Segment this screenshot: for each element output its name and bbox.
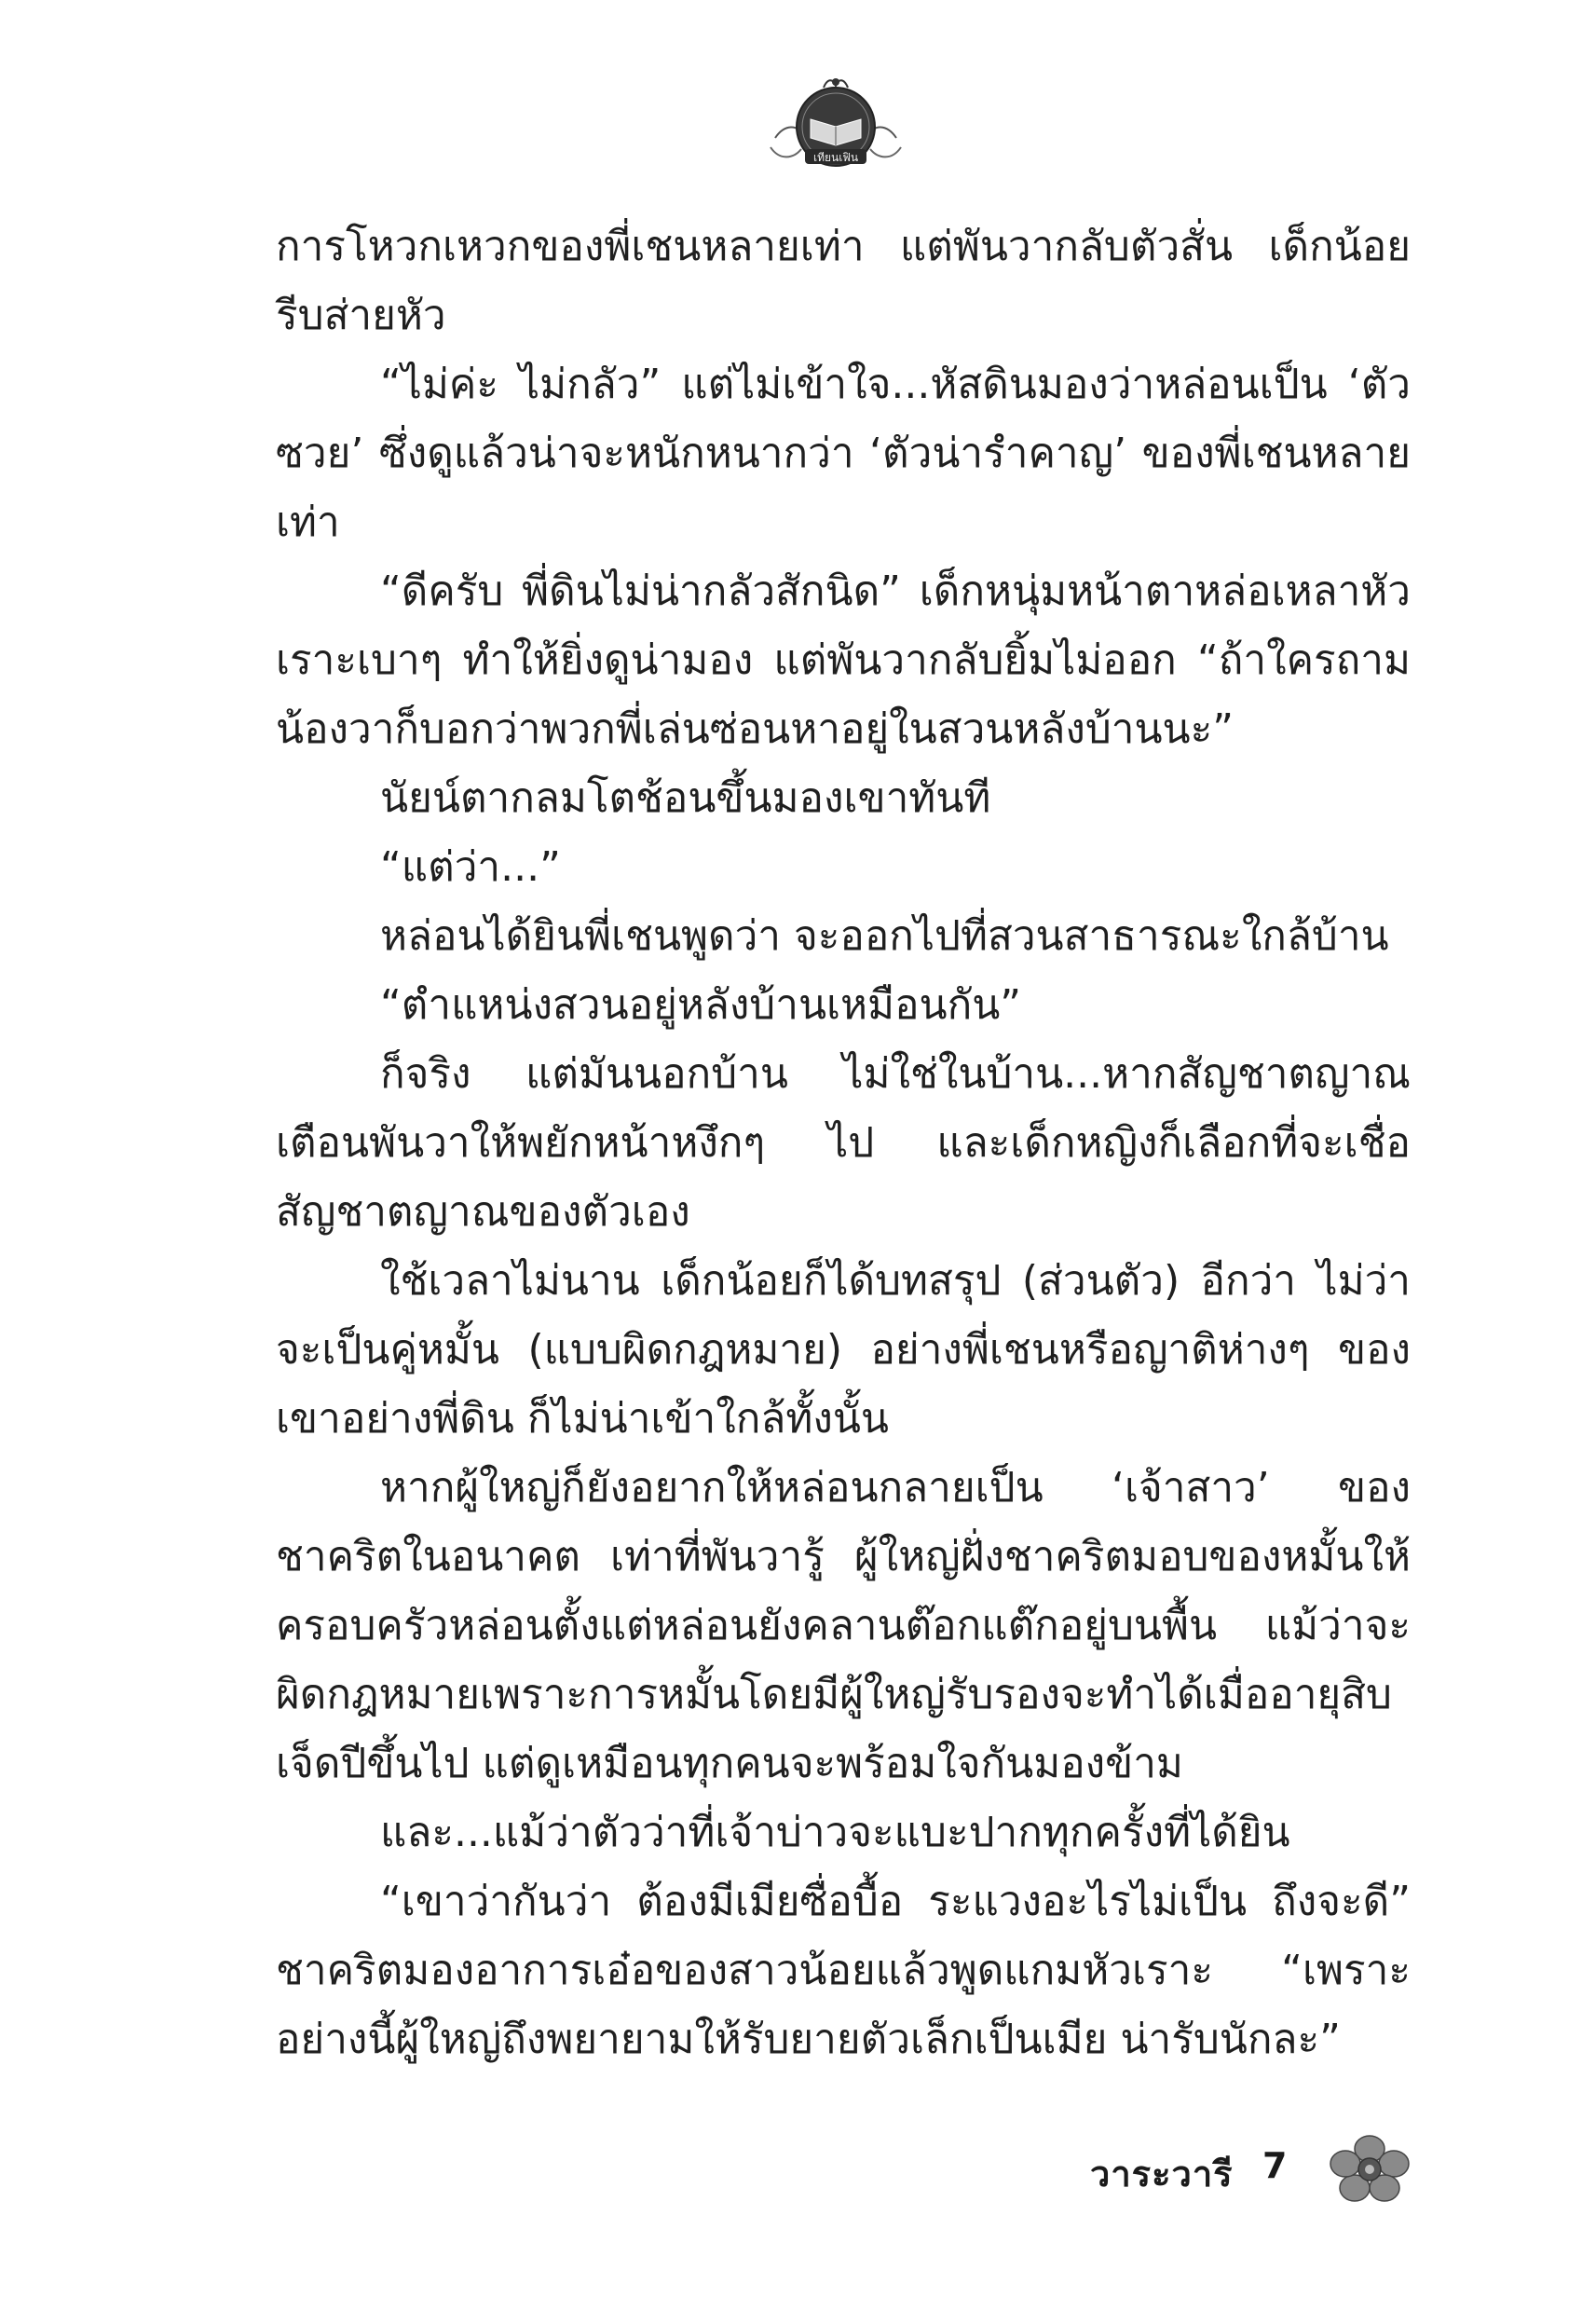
page-footer <box>1071 2132 1444 2207</box>
main-text-block <box>276 212 1411 2074</box>
page-number: 7 <box>1262 2145 1288 2186</box>
paragraph: “ตำแหน่งสวนอยู่หลังบ้านเหมือนกัน” <box>380 981 1022 1029</box>
paragraph: ใช้เวลาไม่นาน เด็กน้อยก็ได้บทสรุป (ส่วนตัว) อีกว่า ไม่ว่าจะเป็นคู่หมั้น (แบบผิดกฎหมาย) อย่างพี่เชนหรือญาติห่างๆ ของเขาอย่างพี่ดิน ก็ไม่น่าเข้าใกล้ทั้งนั้น <box>276 1257 1411 1443</box>
header-logo <box>766 73 906 177</box>
logo-wordmark: เทียนเฟิน <box>812 151 859 164</box>
paragraph: หากผู้ใหญ่ก็ยังอยากให้หล่อนกลายเป็น ‘เจ้าสาว’ ของชาคริตในอนาคต เท่าที่พันวารู้ ผู้ใหญ่ฝั่งชาคริตมอบของหมั้นให้ครอบครัวหล่อนตั้งแต่หล่อนยังคลานต๊อกแต๊กอยู่บนพื้น แม้ว่าจะผิดกฎหมายเพราะการหมั้นโดยมีผู้ใหญ่รับรองจะทำได้เมื่ออายุสิบเจ็ดปีขึ้นไป แต่ดูเหมือนทุกคนจะพร้อมใจกันมองข้าม <box>276 1464 1411 1787</box>
running-book-title: วาระวารี <box>1090 2154 1234 2195</box>
paragraph: ก็จริง แต่มันนอกบ้าน ไม่ใช่ในบ้าน...หากสัญชาตญาณเตือนพันวาให้พยักหน้าหงึกๆ ไป และเด็กหญิงก็เลือกที่จะเชื่อสัญชาตญาณของตัวเอง <box>276 1050 1411 1236</box>
paragraph: “แต่ว่า...” <box>380 843 561 891</box>
paragraph: นัยน์ตากลมโตช้อนขึ้นมองเขาทันที <box>380 774 991 822</box>
paragraph: และ...แม้ว่าตัวว่าที่เจ้าบ่าวจะแบะปากทุกครั้งที่ได้ยิน <box>380 1809 1290 1856</box>
paragraph: “ดีครับ พี่ดินไม่น่ากลัวสักนิด” เด็กหนุ่มหน้าตาหล่อเหลาหัวเราะเบาๆ ทำให้ยิ่งดูน่ามอง แต่พันวากลับยิ้มไม่ออก “ถ้าใครถามน้องวาก็บอกว่าพวกพี่เล่นซ่อนหาอยู่ในสวนหลังบ้านนะ” <box>276 567 1411 753</box>
paragraph: “ไม่ค่ะ ไม่กลัว” แต่ไม่เข้าใจ...หัสดินมองว่าหล่อนเป็น ‘ตัวซวย’ ซึ่งดูแล้วน่าจะหนักหนากว่า ‘ตัวน่ารำคาญ’ ของพี่เชนหลายเท่า <box>276 361 1411 546</box>
paragraph: การโหวกเหวกของพี่เชนหลายเท่า แต่พันวากลับตัวสั่น เด็กน้อยรีบส่ายหัว <box>276 223 1411 339</box>
paragraph: หล่อนได้ยินพี่เชนพูดว่า จะออกไปที่สวนสาธารณะใกล้บ้าน <box>380 912 1389 960</box>
paragraph: “เขาว่ากันว่า ต้องมีเมียซื่อบื้อ ระแวงอะไรไม่เป็น ถึงจะดี” ชาคริตมองอาการเอ๋อของสาวน้อยแล้วพูดแกมหัวเราะ “เพราะอย่างนี้ผู้ใหญ่ถึงพยายามให้รับยายตัวเล็กเป็นเมีย น่ารับนักละ” <box>276 1878 1411 2063</box>
flower-ornament-icon <box>1323 2132 1416 2205</box>
ornamental-book-emblem-icon <box>766 73 906 177</box>
